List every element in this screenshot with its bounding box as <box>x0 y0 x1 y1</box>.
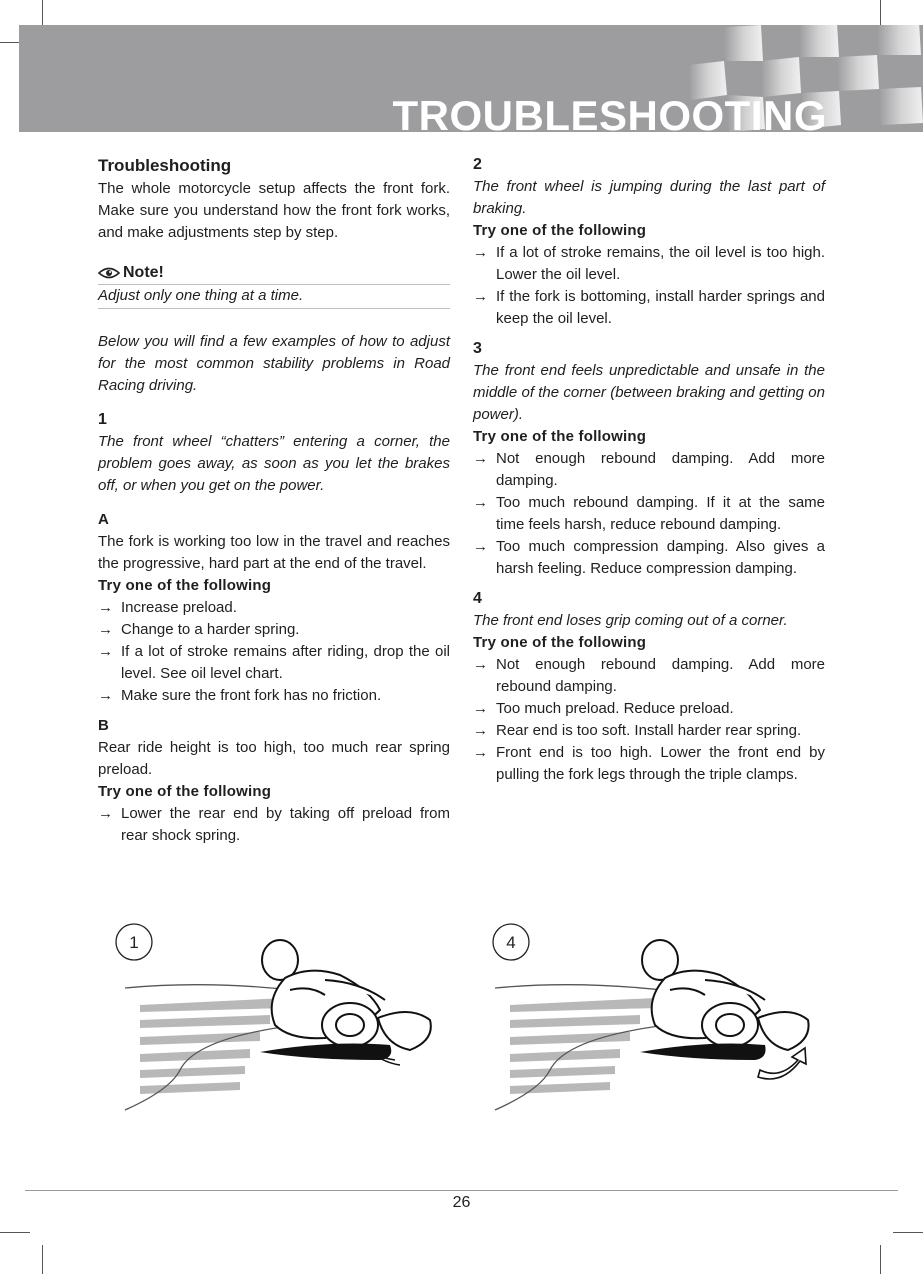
problem-description: The front end loses grip coming out of a corner. <box>473 612 788 629</box>
left-column <box>98 154 450 847</box>
list-item: → Not enough rebound damping. Add more rebound damping. <box>473 656 825 695</box>
arrow-icon: → <box>473 244 488 261</box>
eye-icon <box>98 266 120 280</box>
crop-mark <box>42 1245 43 1274</box>
problem-number: 3 <box>473 340 482 357</box>
examples-intro: Below you will find a few examples of how to adjust for the most common stability problems in Road Racing driving. <box>98 333 450 394</box>
right-column <box>473 154 825 786</box>
problem-number: 4 <box>473 590 482 607</box>
crop-mark <box>880 1245 881 1274</box>
list-item: → Lower the rear end by taking off preload from rear shock spring. <box>98 805 450 844</box>
note-heading <box>98 262 450 285</box>
footer-divider <box>25 1190 898 1191</box>
problem-number: 1 <box>98 411 107 428</box>
arrow-icon: → <box>473 494 488 511</box>
arrow-icon: → <box>473 722 488 739</box>
arrow-icon: → <box>473 700 488 717</box>
cause-text: Rear ride height is too high, too much rear spring preload. <box>98 739 450 778</box>
list-item: → Too much compression damping. Also gives a harsh feeling. Reduce compression damping. <box>473 538 825 577</box>
problem-number: 2 <box>473 156 482 173</box>
figure-number: 4 <box>506 933 516 952</box>
remedy-list <box>473 242 825 330</box>
list-item: → Too much rebound damping. If it at the same time feels harsh, reduce rebound damping. <box>473 494 825 533</box>
crop-mark <box>0 1232 30 1233</box>
try-heading: Try one of the following <box>98 783 272 800</box>
note-label: Note! <box>123 264 164 281</box>
figure-number: 1 <box>129 933 139 952</box>
try-heading: Try one of the following <box>98 577 272 594</box>
list-item: → If the fork is bottoming, install harder springs and keep the oil level. <box>473 288 825 327</box>
page-title: TROUBLESHOOTING <box>392 92 827 132</box>
try-heading: Try one of the following <box>473 222 647 239</box>
remedy-list <box>473 654 825 786</box>
remedy-list <box>98 803 450 847</box>
slide-arrow-icon <box>758 1048 806 1079</box>
arrow-icon: → <box>473 288 488 305</box>
try-heading: Try one of the following <box>473 428 647 445</box>
remedy-list <box>473 448 825 580</box>
arrow-icon: → <box>98 805 113 822</box>
try-heading: Try one of the following <box>473 634 647 651</box>
list-item: → If a lot of stroke remains, the oil level is too high. Lower the oil level. <box>473 244 825 283</box>
list-item: → Not enough rebound damping. Add more damping. <box>473 450 825 489</box>
remedy-list <box>98 597 450 707</box>
list-item: → Change to a harder spring. <box>98 619 450 641</box>
header-band <box>19 25 923 132</box>
note-text: Adjust only one thing at a time. <box>98 285 450 309</box>
cause-label: B <box>98 717 109 734</box>
arrow-icon: → <box>98 599 113 616</box>
page-number: 26 <box>452 1194 471 1211</box>
cause-text: The fork is working too low in the travel and reaches the progressive, hard part at the end of the travel. <box>98 533 450 572</box>
intro-text: The whole motorcycle setup affects the front fork. Make sure you understand how the front fork works, and make adjustments step by step. <box>98 180 450 241</box>
list-item: → Increase preload. <box>98 597 450 619</box>
list-item: → Front end is too high. Lower the front end by pulling the fork legs through the triple clamps. <box>473 744 825 783</box>
arrow-icon: → <box>473 744 488 761</box>
section-heading: Troubleshooting <box>98 156 232 175</box>
arrow-icon: → <box>98 687 113 704</box>
crop-mark <box>893 1232 923 1233</box>
list-item: → Make sure the front fork has no friction. <box>98 685 450 707</box>
list-item: → Too much preload. Reduce preload. <box>473 698 825 720</box>
arrow-icon: → <box>473 538 488 555</box>
problem-description: The front wheel “chatters” entering a corner, the problem goes away, as soon as you let the brakes off, or when you get on the power. <box>98 433 450 494</box>
motorcycle-illustration-1 <box>110 920 460 1120</box>
arrow-icon: → <box>98 621 113 638</box>
cause-label: A <box>98 511 109 528</box>
arrow-icon: → <box>473 450 488 467</box>
arrow-icon: → <box>473 656 488 673</box>
motorcycle-illustration-4 <box>480 920 830 1120</box>
arrow-icon: → <box>98 643 113 660</box>
problem-description: The front wheel is jumping during the last part of braking. <box>473 178 825 217</box>
list-item: → Rear end is too soft. Install harder rear spring. <box>473 720 825 742</box>
list-item: → If a lot of stroke remains after riding, drop the oil level. See oil level chart. <box>98 643 450 682</box>
problem-description: The front end feels unpredictable and unsafe in the middle of the corner (between braking and getting on power). <box>473 362 825 423</box>
